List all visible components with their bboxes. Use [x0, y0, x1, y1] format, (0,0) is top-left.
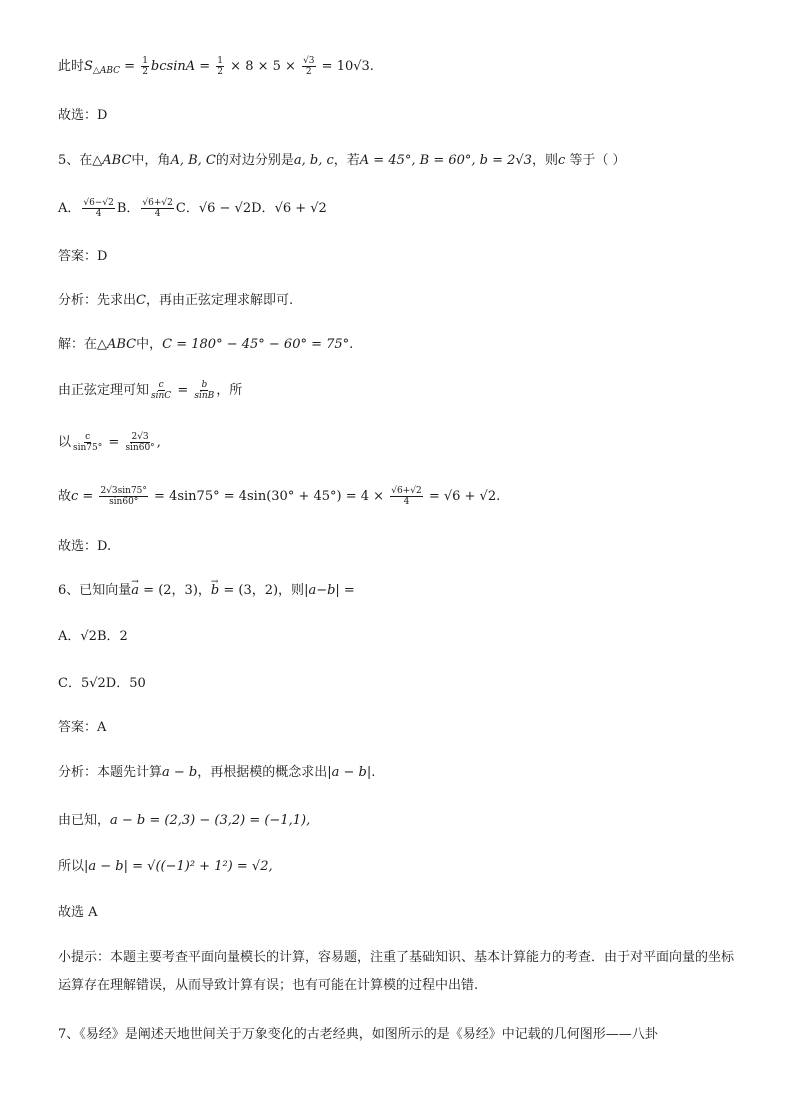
q5-text: ，则	[531, 153, 558, 168]
text-prefix: 此时	[58, 59, 85, 74]
solution-text: 解：在△	[58, 337, 107, 352]
q5-options	[58, 198, 750, 220]
solution-math: a − b = (2,3) − (3,2) = (−1,1),	[110, 813, 311, 828]
analysis-math: a − b	[162, 765, 198, 780]
choose-line	[58, 902, 750, 924]
math-expr: bcsin	[150, 59, 186, 74]
q5-text: 等于（ ）	[565, 153, 626, 168]
analysis-text: .	[371, 765, 376, 780]
q5-text: ，若	[333, 153, 360, 168]
q5-analysis	[58, 290, 750, 312]
q6-math: |a−b| =	[304, 583, 355, 598]
option-a-label: A．	[58, 201, 81, 216]
q5-solution-3: 以 $\frac{c}{\sin 75^\circ}$ = $\frac{2√3}{\sin 60^\circ}$ ,	[58, 432, 161, 453]
solution-text: 中，	[136, 337, 163, 352]
q5-answer	[58, 246, 750, 268]
math-expr: = 10√3.	[321, 59, 374, 74]
q5-text: 的对边分别是	[215, 153, 294, 168]
q5-math: A, B, C	[170, 153, 216, 168]
fraction: $\frac{2√3\sin 75^\circ}{\sin 60^\circ}$	[100, 486, 147, 507]
fraction: $\frac{c}{\sin 75^\circ}$	[73, 432, 103, 453]
solution-text: ，所	[216, 383, 243, 398]
option-c-label: C．	[175, 201, 199, 216]
solution-text: 故	[58, 489, 72, 504]
q6-options-ab	[58, 626, 750, 648]
solution-math: C = 180° − 45° − 60° = 75°.	[162, 337, 354, 352]
option-b-value: $\frac{√6+√2}{4}$	[142, 198, 173, 219]
solution-math: = 4sin75° = 4sin(30° + 45°) = 4 ×	[154, 489, 385, 504]
option-a-value: $\frac{√6-√2}{4}$	[83, 198, 114, 219]
question-7	[58, 1024, 750, 1046]
q6-solution-1	[58, 810, 750, 832]
option-d-value: √6 + √2	[274, 201, 327, 216]
question-5	[58, 150, 750, 172]
solution-math: c =	[71, 489, 94, 504]
analysis-text: 分析：先求出	[58, 293, 137, 308]
q5-solution-2: 由正弦定理可知 $\frac{c}{\sin C}$ = $\frac{b}{\sin B}$ ，所	[58, 380, 243, 401]
fraction: $\frac{√3}{2}$	[303, 56, 315, 77]
analysis-text: ，再由正弦定理求解即可.	[145, 293, 294, 308]
solution-math: = √6 + √2.	[428, 489, 501, 504]
analysis-text: ，再根据模的概念求出	[197, 765, 328, 780]
choose-text: 故选：D.	[58, 539, 112, 554]
options-text: C．5√2D．50	[58, 676, 146, 691]
q6-text: = (2，3)，	[139, 583, 211, 598]
q6-answer	[58, 717, 750, 739]
solution-text: 所以	[58, 859, 85, 874]
q5-text: 中，角	[131, 153, 171, 168]
fraction: $\frac{b}{\sin B}$	[194, 380, 215, 401]
q6-solution-2	[58, 856, 750, 878]
analysis-math: C	[136, 293, 146, 308]
answer-text: 答案：D	[58, 249, 108, 264]
option-b-label: B．	[116, 201, 140, 216]
q5-math: c	[557, 153, 566, 168]
q5-math: a, b, c	[293, 153, 334, 168]
solution-math: |a − b| = √((−1)² + 1²) = √2,	[84, 859, 273, 874]
option-d-label: D．	[251, 201, 275, 216]
q5-text: 5、在△	[58, 153, 103, 168]
vector-b: → b	[211, 580, 219, 602]
q5-solution-1	[58, 334, 750, 356]
fraction: $\frac{√6+√2}{4}$	[391, 486, 422, 507]
option-c-value: √6 − √2	[198, 201, 252, 216]
math-expr: × 8 × 5 ×	[230, 59, 296, 74]
q6-analysis	[58, 762, 750, 784]
solution-text: 由已知，	[58, 813, 111, 828]
solution-math: ABC	[107, 337, 137, 352]
solution-text: ,	[156, 435, 161, 450]
q6-text: 6、已知向量	[58, 583, 132, 598]
analysis-text: 分析：本题先计算	[58, 765, 163, 780]
solution-text: 以	[58, 435, 72, 450]
vector-a: → a	[131, 580, 139, 602]
analysis-math: |a − b|	[327, 765, 372, 780]
fraction: $\frac{1}{2}$	[142, 56, 148, 77]
q5-math: ABC	[102, 153, 132, 168]
choose-text: 故选：D	[58, 108, 108, 123]
answer-text: 答案：A	[58, 720, 107, 735]
q5-math: A = 45°, B = 60°, b = 2√3	[359, 153, 532, 168]
fraction: $\frac{2√3}{\sin 60^\circ}$	[125, 432, 155, 453]
choose-line	[58, 105, 750, 127]
tip-paragraph	[58, 944, 738, 1000]
q6-text: = (3，2)，则	[219, 583, 305, 598]
q6-options-cd	[58, 673, 750, 695]
solution-text: 由正弦定理可知	[58, 383, 150, 398]
question-6	[58, 580, 750, 602]
fraction: $\frac{c}{\sin C}$	[151, 380, 172, 401]
tip-text: 小提示：本题主要考查平面向量模长的计算，容易题，注重了基础知识、基本计算能力的考查．由于对平面向量的坐标运算存在理解错误，从而导致计算有误；也有可能在计算模的过程中出错.	[58, 950, 735, 993]
options-text: A．√2B．2	[58, 629, 128, 644]
q7-text: 7、《易经》是阐述天地世间关于万象变化的古老经典，如图所示的是《易经》中记载的几何图形——八卦	[58, 1027, 658, 1042]
solution-area-line: 此时$S_{\triangle ABC}$ = $\frac{1}{2}$ bcsinA = $\frac{1}{2}$ × 8 × 5 × $\frac{√3}{2}$ = 10√3.	[58, 56, 374, 77]
choose-text: 故选 A	[58, 905, 98, 920]
choose-line	[58, 536, 750, 558]
q5-solution-4	[58, 486, 750, 508]
